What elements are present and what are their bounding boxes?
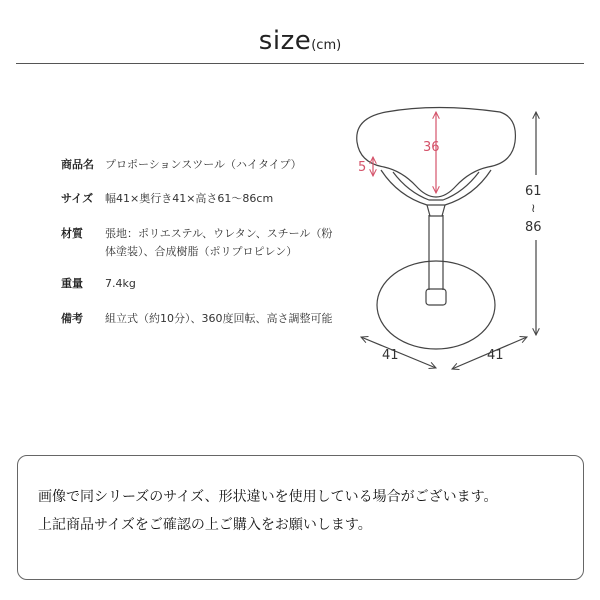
spec-value: プロポーションスツール（ハイタイプ） — [105, 158, 302, 171]
depth-label: 41 — [487, 348, 504, 363]
total-height-separator: ≀ — [531, 201, 536, 215]
spec-value: 幅41×奥行き41×高さ61～86cm — [105, 192, 274, 205]
spec-label: サイズ — [61, 192, 94, 205]
width-label: 41 — [382, 348, 399, 363]
total-height-min-label: 61 — [525, 184, 542, 199]
title-text: size — [258, 26, 312, 56]
spec-value: 7.4kg — [105, 277, 136, 290]
title-unit: (cm) — [311, 38, 342, 53]
stool-column — [429, 215, 443, 290]
spec-value-line-1: 張地：ポリエステル、ウレタン、スチール（粉 — [105, 227, 333, 240]
spec-label: 材質 — [61, 227, 83, 240]
notice-line-2: 上記商品サイズをご確認の上ご購入をお願いします。 — [38, 517, 372, 533]
total-height-max-label: 86 — [525, 220, 542, 235]
stool-base-socket — [426, 289, 446, 305]
spec-value: 組立式（約10分）、360度回転、高さ調整可能 — [105, 312, 333, 325]
stool-column-collar — [427, 205, 445, 216]
seat-height-label: 36 — [423, 140, 440, 155]
notice-box — [17, 455, 584, 580]
notice-line-1: 画像で同シリーズのサイズ、形状違いを使用している場合がございます。 — [38, 489, 498, 505]
seat-depth-label: 5 — [358, 160, 367, 175]
spec-label: 重量 — [61, 277, 83, 290]
spec-label: 備考 — [61, 312, 83, 325]
spec-label: 商品名 — [61, 158, 94, 171]
spec-value-line-2: 体塗装）、合成樹脂（ポリプロピレン） — [105, 245, 298, 258]
